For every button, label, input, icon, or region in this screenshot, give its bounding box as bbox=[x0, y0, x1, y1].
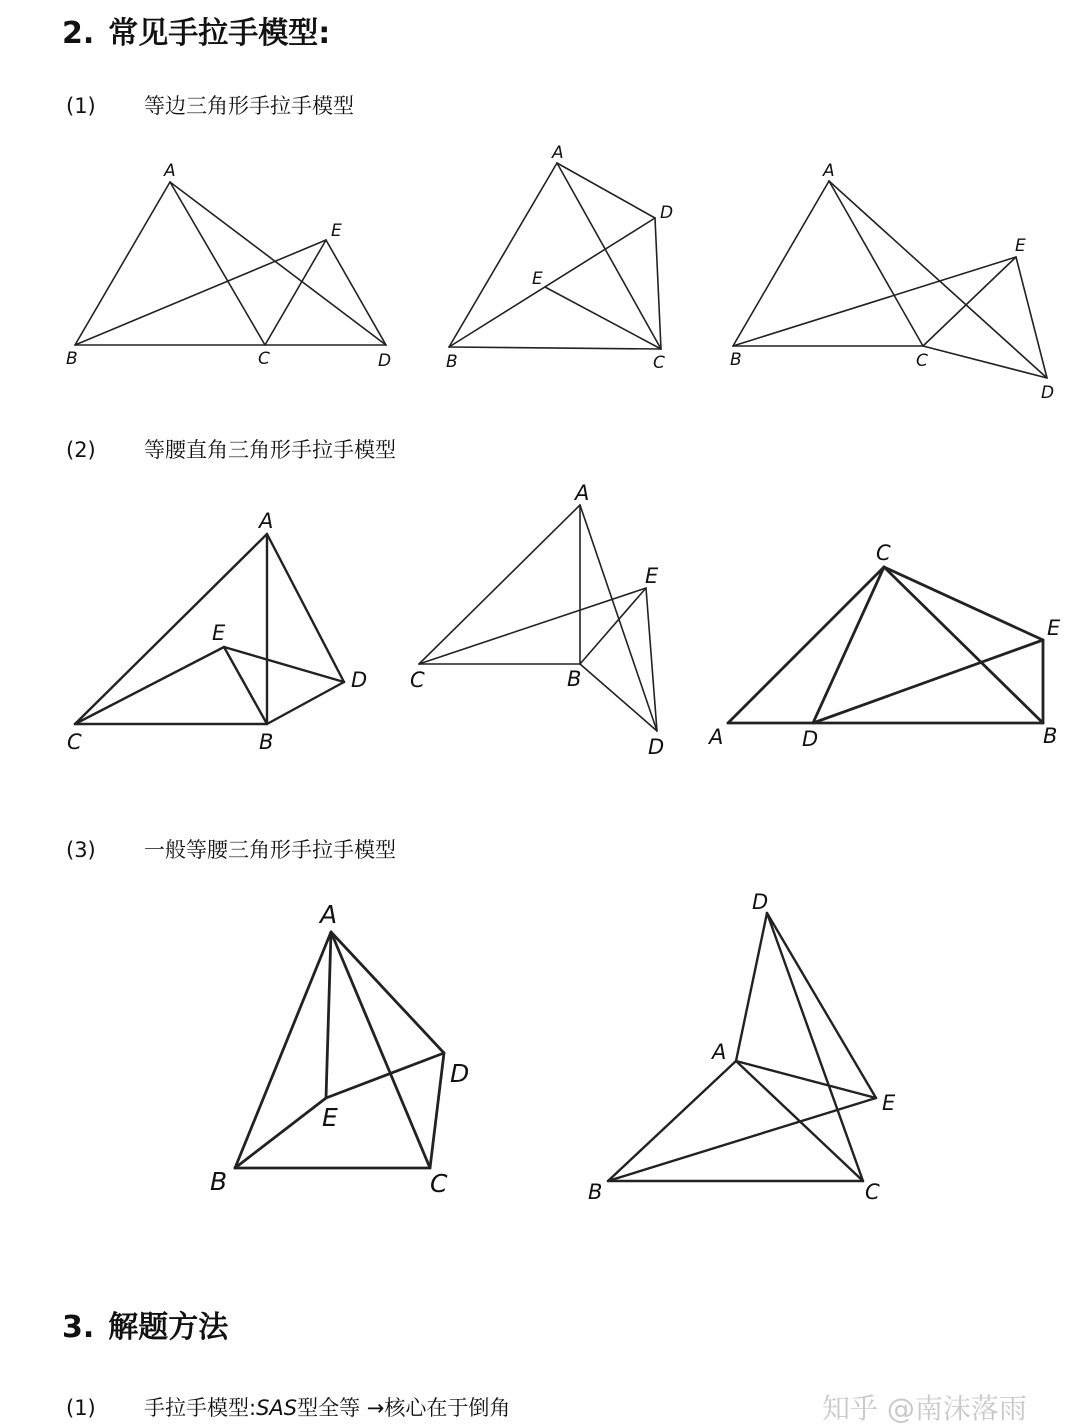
segment-AC bbox=[331, 932, 430, 1168]
zhihu-watermark: 知乎 @南沫落雨 bbox=[822, 1392, 1027, 1425]
point-label-E: E bbox=[882, 1091, 896, 1115]
point-label-D: D bbox=[660, 203, 674, 223]
segment-DC bbox=[430, 1053, 444, 1168]
subsection-2-label: 等腰直角三角形手拉手模型 bbox=[144, 438, 396, 462]
figure-isosceles-right-3 bbox=[707, 541, 1061, 751]
point-label-C: C bbox=[653, 353, 665, 373]
point-label-C: C bbox=[865, 1180, 880, 1204]
point-label-B: B bbox=[588, 1180, 603, 1204]
segment-CE bbox=[923, 257, 1016, 346]
point-label-C: C bbox=[430, 1169, 448, 1198]
segment-ED bbox=[326, 240, 386, 345]
point-label-A: A bbox=[575, 481, 590, 505]
section-3-title: 解题方法 bbox=[108, 1310, 229, 1345]
segment-CA bbox=[419, 505, 580, 664]
point-label-D: D bbox=[450, 1059, 470, 1088]
point-label-A: A bbox=[823, 161, 835, 181]
point-label-E: E bbox=[1047, 616, 1061, 640]
figure-general-isosceles-1 bbox=[210, 900, 469, 1198]
subsection-2-number: (2) bbox=[66, 438, 96, 462]
segment-AC bbox=[829, 181, 923, 346]
point-label-E: E bbox=[645, 564, 659, 588]
point-label-E: E bbox=[1015, 236, 1026, 256]
section-2-number: 2. bbox=[62, 16, 95, 51]
point-label-A: A bbox=[164, 161, 176, 181]
segment-ED bbox=[646, 588, 657, 731]
segment-BC bbox=[449, 347, 661, 349]
subsection-1-label: 等边三角形手拉手模型 bbox=[144, 94, 354, 118]
segment-DC bbox=[655, 218, 661, 349]
segment-AE bbox=[326, 932, 331, 1098]
subsection-4-label-pre: 手拉手模型: bbox=[144, 1396, 257, 1420]
segment-AC bbox=[170, 182, 265, 345]
segment-AD bbox=[736, 913, 767, 1061]
point-label-C: C bbox=[258, 349, 270, 369]
point-label-A: A bbox=[709, 725, 724, 749]
segment-DE bbox=[813, 640, 1043, 723]
segment-CD bbox=[813, 567, 884, 723]
segment-CA bbox=[75, 534, 267, 724]
segment-BE bbox=[75, 240, 326, 345]
segment-AB bbox=[449, 163, 557, 347]
point-label-D: D bbox=[648, 735, 665, 759]
figure-equilateral-2 bbox=[446, 143, 673, 373]
segment-AB bbox=[733, 181, 829, 346]
segment-AD bbox=[170, 182, 386, 345]
segment-AD bbox=[829, 181, 1047, 378]
subsection-3-number: (3) bbox=[66, 838, 96, 862]
subsection-4-number: (1) bbox=[66, 1396, 96, 1420]
point-label-C: C bbox=[410, 668, 425, 692]
segment-CB bbox=[884, 567, 1043, 723]
point-label-E: E bbox=[532, 269, 543, 289]
point-label-D: D bbox=[378, 351, 392, 371]
point-label-B: B bbox=[567, 667, 582, 691]
segment-AC bbox=[728, 567, 884, 723]
point-label-C: C bbox=[876, 541, 891, 565]
point-label-B: B bbox=[1043, 724, 1058, 748]
point-label-B: B bbox=[446, 352, 458, 372]
figure-general-isosceles-2 bbox=[588, 890, 896, 1204]
segment-BE bbox=[733, 257, 1016, 346]
segment-AB bbox=[608, 1061, 736, 1181]
point-label-E: E bbox=[331, 221, 342, 241]
segment-AD bbox=[267, 534, 344, 682]
point-label-A: A bbox=[320, 900, 338, 929]
segment-AB bbox=[75, 182, 170, 345]
subsection-4-label-sas: SAS bbox=[256, 1396, 298, 1420]
point-label-C: C bbox=[916, 351, 928, 371]
subsection-4-label-post: 型全等 →核心在于倒角 bbox=[297, 1396, 511, 1420]
subsection-3-label: 一般等腰三角形手拉手模型 bbox=[144, 838, 396, 862]
point-label-B: B bbox=[66, 349, 78, 369]
figure-equilateral-3 bbox=[730, 161, 1054, 403]
figure-isosceles-right-2 bbox=[410, 481, 664, 759]
point-label-C: C bbox=[67, 730, 82, 754]
section-2-title: 常见手拉手模型: bbox=[108, 16, 331, 51]
point-label-D: D bbox=[752, 890, 769, 914]
segment-BE bbox=[608, 1098, 876, 1181]
point-label-D: D bbox=[351, 668, 368, 692]
point-label-E: E bbox=[322, 1103, 338, 1132]
point-label-A: A bbox=[552, 143, 564, 163]
segment-BD bbox=[267, 682, 344, 724]
figure-equilateral-1 bbox=[66, 161, 391, 371]
point-label-B: B bbox=[730, 350, 742, 370]
figure-isosceles-right-1 bbox=[67, 509, 367, 754]
point-label-B: B bbox=[210, 1167, 228, 1196]
segment-DC bbox=[767, 913, 863, 1181]
section-3-number: 3. bbox=[62, 1310, 95, 1345]
segment-ED bbox=[224, 647, 344, 682]
point-label-D: D bbox=[802, 727, 819, 751]
point-label-A: A bbox=[259, 509, 274, 533]
segment-ED bbox=[1016, 257, 1047, 378]
subsection-1-number: (1) bbox=[66, 94, 96, 118]
point-label-D: D bbox=[1041, 383, 1055, 403]
segment-CE bbox=[884, 567, 1043, 640]
segment-AD bbox=[331, 932, 444, 1053]
segment-DE bbox=[767, 913, 876, 1098]
point-label-A: A bbox=[712, 1040, 727, 1064]
point-label-B: B bbox=[259, 730, 274, 754]
point-label-E: E bbox=[212, 621, 226, 645]
segment-CE bbox=[75, 647, 224, 724]
